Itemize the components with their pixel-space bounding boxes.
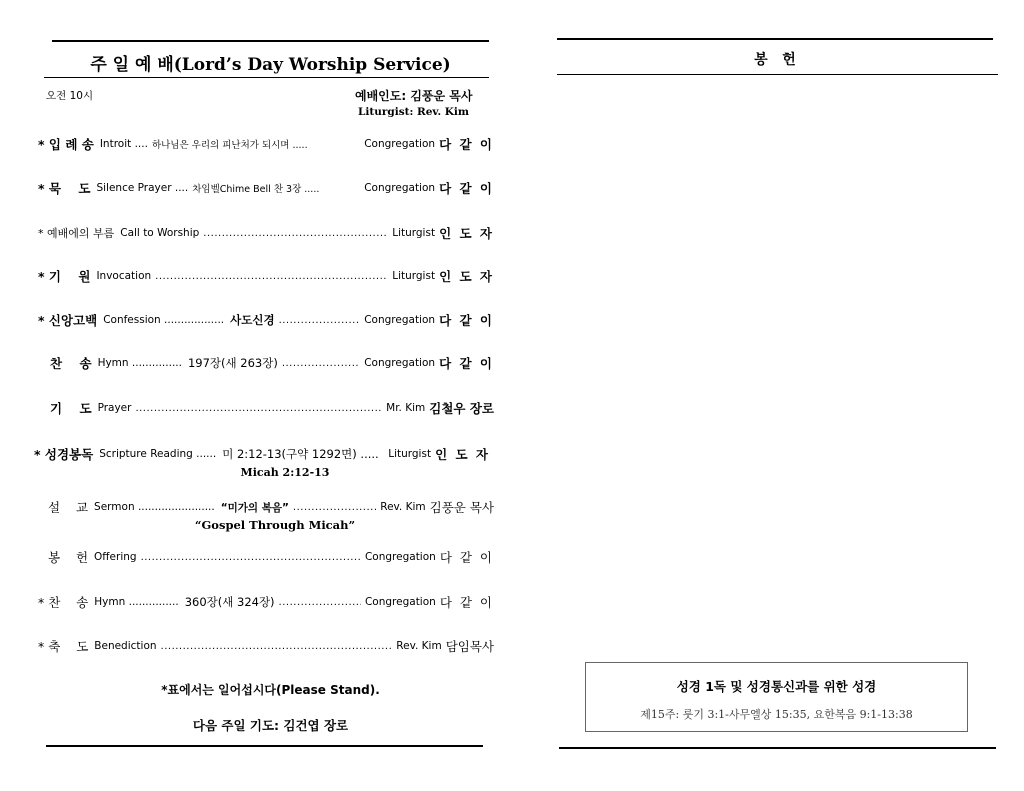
order-item-invocation — [38, 266, 494, 286]
sermon-en: “Gospel Through Micah” — [194, 518, 356, 532]
item-en: Confession .................. — [103, 314, 225, 326]
item-who: Rev. Kim — [396, 640, 442, 652]
item-who: Congregation — [364, 596, 436, 608]
item-label: * 묵 도 — [38, 181, 91, 196]
order-item-hymn-2 — [38, 592, 494, 612]
item-en: Introit .... — [99, 138, 148, 150]
order-item-prayer — [38, 398, 494, 418]
leader-dots — [279, 597, 361, 608]
item-who: Liturgist — [388, 448, 432, 460]
item-role: 다 같 이 — [439, 313, 494, 328]
item-who: Congregation — [364, 357, 436, 369]
item-en: Sermon ....................... — [94, 501, 215, 513]
item-mid: 360장(새 324장) — [184, 595, 275, 609]
left-bottom-rule — [46, 745, 483, 747]
item-mid: 미 2:12-13(구약 1292면) ..... — [222, 447, 379, 461]
item-en: Scripture Reading ...... — [99, 448, 217, 460]
right-page-title: 봉 헌 — [754, 52, 796, 68]
item-role: 담임목사 — [445, 639, 494, 654]
order-item-confession — [38, 310, 494, 330]
item-en: Invocation — [96, 270, 152, 282]
item-role: 다 같 이 — [439, 595, 494, 610]
item-role: 인 도 자 — [439, 226, 494, 241]
leader-dots — [161, 641, 393, 652]
order-item-hymn-1 — [38, 353, 494, 373]
scripture-en: Micah 2:12-13 — [240, 466, 330, 479]
order-item-offering — [38, 547, 494, 567]
item-role: 다 같 이 — [439, 181, 494, 196]
bible-reading-title: 성경 1독 및 성경통신과를 위한 성경 — [676, 679, 877, 694]
leader-en: Liturgist: Rev. Kim — [358, 106, 469, 118]
order-item-sermon — [38, 497, 494, 517]
item-mid: 사도신경 — [230, 313, 275, 327]
item-role: 김풍운 목사 — [429, 500, 494, 515]
service-time: 오전 10시 — [46, 90, 94, 102]
item-who: Liturgist — [392, 270, 436, 282]
item-en: Hymn ............... — [94, 596, 179, 608]
item-who: Mr. Kim — [386, 402, 426, 414]
right-bottom-rule — [559, 747, 996, 749]
order-item-call-to-worship — [38, 223, 494, 243]
item-en: Prayer — [97, 402, 132, 414]
order-item-scripture — [34, 444, 490, 464]
item-label: * 성경봉독 — [34, 447, 94, 462]
leader-dots — [155, 271, 388, 282]
item-label: * 찬 송 — [38, 595, 89, 610]
leader-dots — [279, 315, 361, 326]
stand-note: *표에서는 일어섭시다(Please Stand). — [161, 683, 380, 697]
item-label: * 입 례 송 — [38, 137, 94, 152]
item-who: Congregation — [364, 314, 436, 326]
item-label: 봉 헌 — [48, 550, 89, 565]
order-item-silence-prayer — [38, 178, 494, 198]
item-mid: 197장(새 263장) — [187, 356, 278, 370]
item-who: Liturgist — [392, 227, 436, 239]
item-role: 인 도 자 — [439, 269, 494, 284]
item-label: 찬 송 — [50, 356, 92, 371]
item-en: Silence Prayer .... — [96, 182, 189, 194]
item-mid: 하나님은 우리의 피난처가 되시며 ..... — [151, 140, 308, 151]
item-who: Congregation — [364, 182, 436, 194]
item-mid: 차임벨Chime Bell 찬 3장 ..... — [192, 184, 320, 195]
item-label: * 축 도 — [38, 639, 89, 654]
item-label: 기 도 — [50, 401, 92, 416]
next-week-prayer: 다음 주일 기도: 김건엽 장로 — [192, 718, 349, 733]
item-label: * 기 원 — [38, 269, 91, 284]
item-label: * 예배에의 부름 — [38, 227, 115, 240]
order-item-benediction — [38, 636, 494, 656]
leader-dots — [203, 228, 388, 239]
item-role: 다 같 이 — [439, 137, 494, 152]
item-who: Congregation — [364, 551, 436, 563]
item-en: Call to Worship — [120, 227, 200, 239]
item-role: 김철우 장로 — [429, 401, 494, 416]
leader-dots — [293, 502, 376, 513]
left-top-rule — [52, 40, 489, 42]
item-mid: “미가의 복음” — [220, 501, 289, 514]
leader-dots — [282, 358, 360, 369]
order-item-introit — [38, 134, 494, 154]
left-title-underline — [44, 77, 489, 78]
leader-dots — [141, 552, 361, 563]
item-en: Benediction — [94, 640, 157, 652]
item-en: Offering — [94, 551, 137, 563]
item-en: Hymn ............... — [97, 357, 182, 369]
left-page-title: 주 일 예 배(Lord’s Day Worship Service) — [90, 55, 451, 75]
item-role: 다 같 이 — [439, 550, 494, 565]
right-top-rule — [557, 38, 993, 40]
item-label: * 신앙고백 — [38, 313, 98, 328]
item-role: 인 도 자 — [435, 447, 490, 462]
bible-reading-box — [585, 662, 968, 732]
leader-ko: 예배인도: 김풍운 목사 — [355, 89, 473, 103]
item-role: 다 같 이 — [439, 356, 494, 371]
item-who: Congregation — [364, 138, 436, 150]
leader-dots — [135, 403, 382, 414]
right-title-underline — [557, 74, 998, 75]
item-who: Rev. Kim — [380, 501, 426, 513]
item-label: 설 교 — [48, 500, 89, 515]
bible-reading-text: 제15주: 룻기 3:1-사무엘상 15:35, 요한복음 9:1-13:38 — [640, 708, 913, 721]
